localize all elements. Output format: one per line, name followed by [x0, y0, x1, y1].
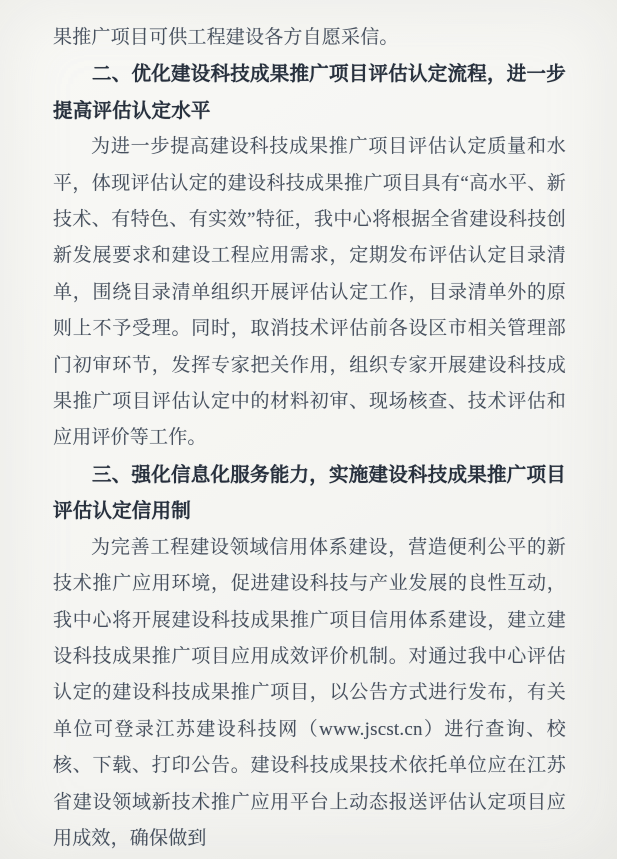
paragraph-continuation: 果推广项目可供工程建设各方自愿采信。 — [53, 27, 399, 48]
section-heading-2: 二、优化建设科技成果推广项目评估认定流程，进一步提高评估认定水平 — [53, 63, 566, 122]
section-2-paragraph: 为进一步提高建设科技成果推广项目评估认定质量和水平，体现评估认定的建设科技成果推广项目具有“高水平、新技术、有特色、有实效”特征，我中心将根据全省建设科技创新发展要求和建设工程应用需求，定期发布评估认定目录清单，围绕目录清单组织开展评估认定工作，目录清单外的原则上不予受理。同时，取消技术评估前各设区市相关管理部门初审环节，发挥专家把关作用，组织专家开展建设科技成果推广项目评估认定中的材料初审、现场核查、技术评估和应用评价等工作。 — [53, 136, 566, 449]
document-body — [53, 20, 566, 857]
section-heading-3: 三、强化信息化服务能力，实施建设科技成果推广项目评估认定信用制 — [53, 463, 566, 523]
section-3-paragraph: 为完善工程建设领域信用体系建设，营造便利公平的新技术推广应用环境，促进建设科技与产业发展的良性互动，我中心将开展建设科技成果推广项目信用体系建设，建立建设科技成果推广项目应用成效评价机制。对通过我中心评估认定的建设科技成果推广项目，以公告方式进行发布，有关单位可登录江苏建设科技网（www.jscst.cn）进行查询、校核、下载、打印公告。建设科技成果技术依托单位应在江苏省建设领域新技术推广应用平台上动态报送评估认定项目应用成效，确保做到 — [53, 536, 566, 849]
